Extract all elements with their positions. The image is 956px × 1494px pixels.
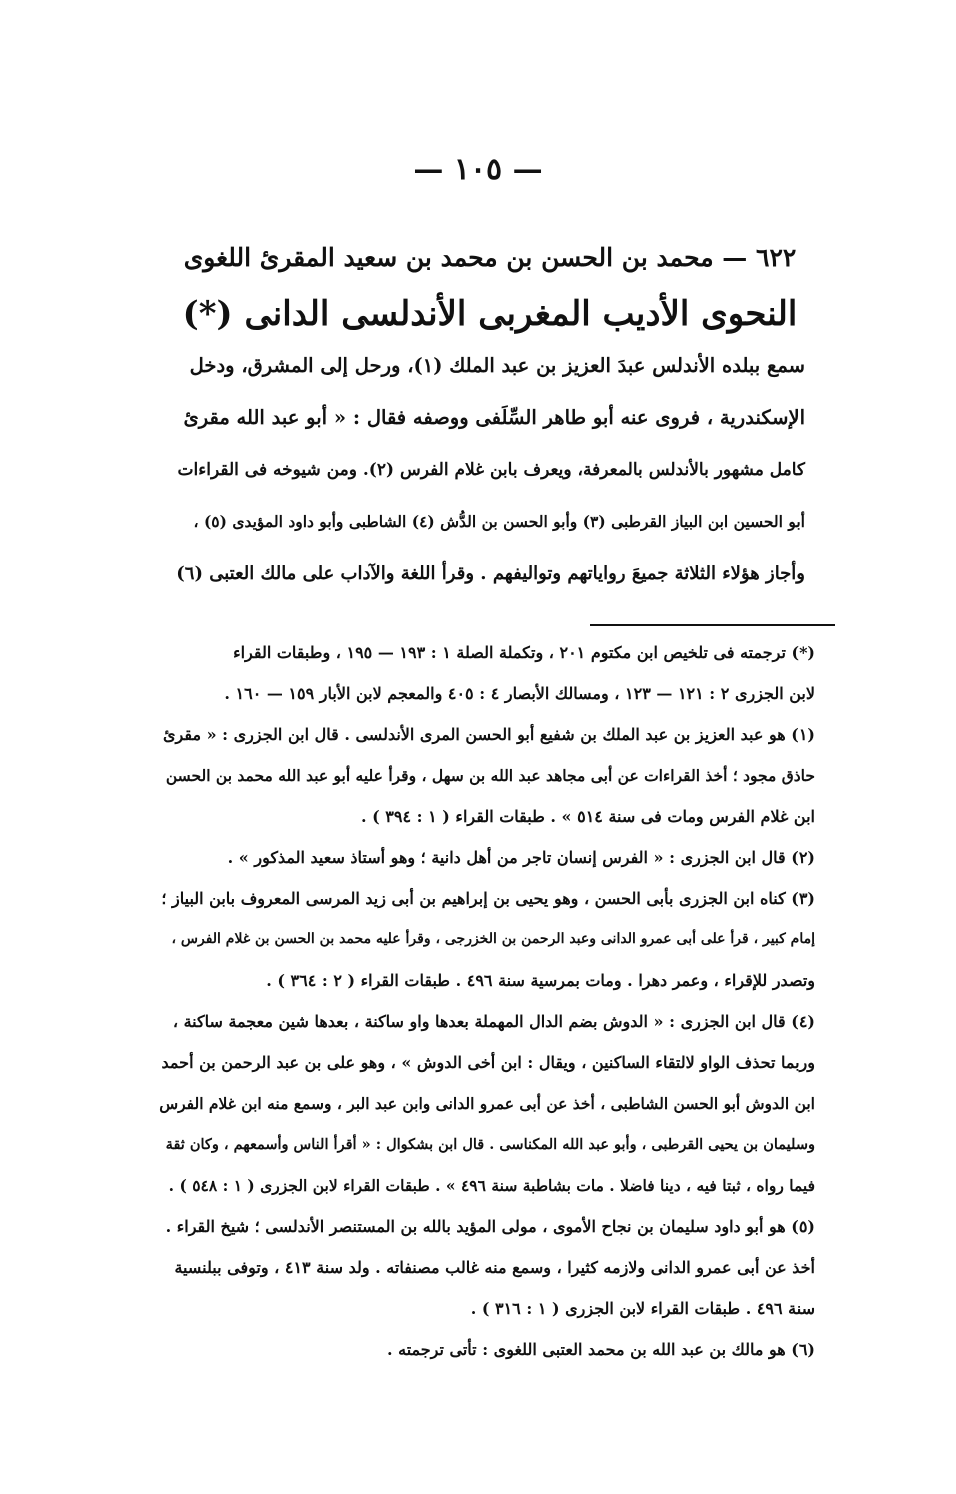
page-number: — ١٠٥ —	[413, 152, 543, 187]
footnote-line: (٤) قال ابن الجزرى : « الدوش بضم الدال المهملة بعدها واو ساكنة ، بعدها شين معجمة ساكنة ،	[172, 1012, 815, 1031]
footnote-line: وربما تحذف الواو لالتقاء الساكنين ، ويقال : ابن أخى الدوش » ، وهو على بن عبد الرحمن بن أحمد	[161, 1053, 815, 1072]
footnotes	[150, 632, 815, 1370]
footnote-line: (١) هو عبد العزيز بن عبد الملك بن شفيع أبو الحسن المرى الأندلسى . قال ابن الجزرى : « مقرئ	[163, 725, 815, 744]
footnote-line: إمام كبير ، قرأ على أبى عمرو الدانى وعبد الرحمن بن الخزرجى ، وقرأ عليه محمد بن الحسن بن غلام الفرس ،	[171, 931, 815, 947]
footnote-line: حاذق مجود ؛ أخذ القراءات عن أبى مجاهد عبد الله بن سهل ، وقرأ عليه أبو عبد الله محمد بن الحسن	[165, 766, 815, 785]
footnote-line: وتصدر للإقراء ، وعمر دهرا . ومات بمرسية سنة ٤٩٦ . طبقات القراء ( ٢ : ٣٦٤ ) .	[266, 971, 815, 990]
footnote-line: سنة ٤٩٦ . طبقات القراء لابن الجزرى ( ١ : ٣١٦ ) .	[470, 1299, 815, 1318]
body-line: وأجاز هؤلاء الثلاثة جميعَ رواياتهم وتواليفهم . وقرأ اللغة والآداب على مالك العتبى (٦)	[176, 563, 805, 584]
footnote-line: ابن الدوش أبو الحسن الشاطبى ، أخذ عن أبى عمرو الدانى وابن عبد البر ، وسمع منه ابن غلام الفرس	[159, 1094, 815, 1113]
footnote-line: (٣) كناه ابن الجزرى بأبى الحسن ، وهو يحيى بن إبراهيم بن أبى زيد المرسى المعروف بابن البياز ؛	[161, 889, 815, 908]
entry-title-line-2: النحوى الأديب المغربى الأندلسى الدانى (*)	[182, 294, 798, 334]
footnote-line: (٢) قال ابن الجزرى : « الفرس إنسان تاجر من أهل دانية ؛ وهو أستاذ سعيد المذكور » .	[227, 848, 815, 867]
footnote-line: (٥) هو أبو داود سليمان بن نجاح الأموى ، مولى المؤيد بالله بن المستنصر الأندلسى ؛ شيخ القراء .	[165, 1217, 815, 1236]
entry-title	[180, 230, 800, 342]
footnote-line: (*) ترجمته فى تلخيص ابن مكتوم ٢٠١ ، وتكملة الصلة ١ : ١٩٣ — ١٩٥ ، وطبقات القراء	[233, 643, 815, 662]
body-line: سمع ببلده الأندلس عبدَ العزيز بن عبد الملك (١)، ورحل إلى المشرق، ودخل	[189, 354, 805, 377]
body-line: أبو الحسين ابن البياز القرطبى (٣) وأبو الحسن بن الدُّش (٤) الشاطبى وأبو داود المؤيدى (٥) ،	[193, 512, 805, 531]
footnote-line: ابن غلام الفرس ومات فى سنة ٥١٤ » . طبقات القراء ( ١ : ٣٩٤ ) .	[361, 807, 815, 826]
entry-body	[175, 340, 805, 600]
footnote-line: لابن الجزرى ٢ : ١٢١ — ١٢٣ ، ومسالك الأبصار ٤ : ٤٠٥ والمعجم لابن الأبار ١٥٩ — ١٦٠ .	[224, 684, 815, 703]
body-line: كامل مشهور بالأندلس بالمعرفة، ويعرف بابن غلام الفرس (٢). ومن شيوخه فى القراءات	[177, 460, 805, 480]
footnote-line: أخذ عن أبى عمرو الدانى ولازمه كثيرا ، وسمع منه غالب مصنفاته . ولد سنة ٤١٣ ، وتوفى ببلنسية	[174, 1258, 815, 1277]
footnote-separator-rule	[590, 624, 835, 626]
body-line: الإسكندرية ، فروى عنه أبو طاهر السِّلَفى ووصفه فقال : « أبو عبد الله مقرئ	[183, 406, 805, 429]
footnote-line: فيما رواه ، ثبتا فيه ، دينا فاضلا . مات بشاطبة سنة ٤٩٦ » . طبقات القراء لابن الجزرى ( ١ : ٥٤٨ ) .	[168, 1176, 815, 1195]
entry-title-line-1: ٦٢٢ — محمد بن الحسن بن محمد بن سعيد المقرئ اللغوى	[183, 243, 797, 272]
footnote-line: (٦) هو مالك بن عبد الله بن محمد العتبى اللغوى : تأتى ترجمته .	[386, 1340, 815, 1359]
footnote-line: وسليمان بن يحيى القرطبى ، وأبو عبد الله المكناسى . قال ابن بشكوال : « أقرأ الناس وأسمعهم ، وكان ثقة	[165, 1136, 815, 1153]
